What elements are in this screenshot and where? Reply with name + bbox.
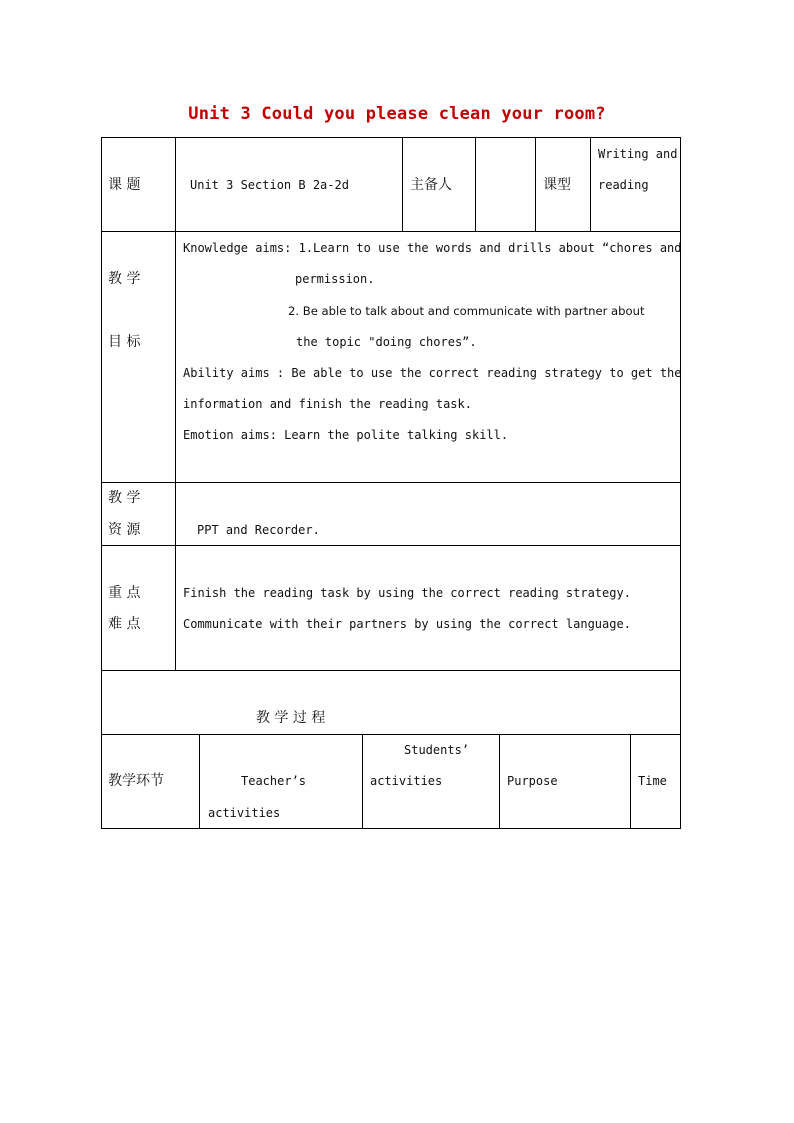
process-heading: 教 学 过 程 <box>256 710 326 726</box>
table-border-left <box>101 137 102 829</box>
column-divider <box>499 734 500 828</box>
keypoints-label-line1: 重 点 <box>108 585 141 601</box>
column-header-teacher-line2: activities <box>208 806 281 820</box>
row-divider <box>101 545 681 546</box>
column-header-purpose: Purpose <box>507 774 558 788</box>
document-title: Unit 3 Could you please clean your room? <box>188 104 606 124</box>
knowledge-aim-1: Knowledge aims: 1.Learn to use the words and drills about “chores and <box>183 241 682 255</box>
table-border-top <box>101 137 681 138</box>
resources-value: PPT and Recorder. <box>197 523 320 537</box>
preparer-label: 主备人 <box>410 177 452 193</box>
column-divider <box>590 137 591 231</box>
column-divider <box>175 137 176 670</box>
ability-aim: Ability aims : Be able to use the correct reading strategy to get the <box>183 366 682 380</box>
column-divider <box>535 137 536 231</box>
knowledge-aim-2: 2. Be able to talk about and communicate with partner about <box>288 304 645 318</box>
resources-label-line1: 教 学 <box>108 490 141 506</box>
column-header-stage: 教学环节 <box>108 773 164 789</box>
resources-label-line2: 资 源 <box>108 522 141 538</box>
column-header-students-line2: activities <box>370 774 443 788</box>
emotion-aim: Emotion aims: Learn the polite talking skill. <box>183 428 509 442</box>
column-header-time: Time <box>638 774 667 788</box>
knowledge-aim-2-cont: the topic "doing chores”. <box>296 335 477 349</box>
goals-label-line2: 目 标 <box>108 334 141 350</box>
lesson-type-value-line2: reading <box>598 178 649 192</box>
column-header-teacher-line1: Teacher’s <box>241 774 307 788</box>
column-divider <box>199 734 200 828</box>
row-divider <box>101 734 681 735</box>
keypoint-1: Finish the reading task by using the correct reading strategy. <box>183 586 631 600</box>
column-divider <box>630 734 631 828</box>
column-divider <box>402 137 403 231</box>
column-divider <box>362 734 363 828</box>
lesson-type-label: 课型 <box>543 177 571 193</box>
keypoints-label-line2: 难 点 <box>108 616 141 632</box>
goals-label-line1: 教 学 <box>108 271 141 287</box>
topic-value: Unit 3 Section B 2a-2d <box>190 178 349 192</box>
row-divider <box>101 231 681 232</box>
column-header-students-line1: Students’ <box>404 743 470 757</box>
column-divider <box>475 137 476 231</box>
lesson-type-value-line1: Writing and <box>598 147 678 161</box>
topic-label: 课 题 <box>108 177 141 193</box>
table-border-bottom <box>101 828 681 829</box>
ability-aim-cont: information and finish the reading task. <box>183 397 472 411</box>
keypoint-2: Communicate with their partners by using the correct language. <box>183 617 631 631</box>
row-divider <box>101 482 681 483</box>
knowledge-aim-1-cont: permission. <box>295 272 375 286</box>
row-divider <box>101 670 681 671</box>
